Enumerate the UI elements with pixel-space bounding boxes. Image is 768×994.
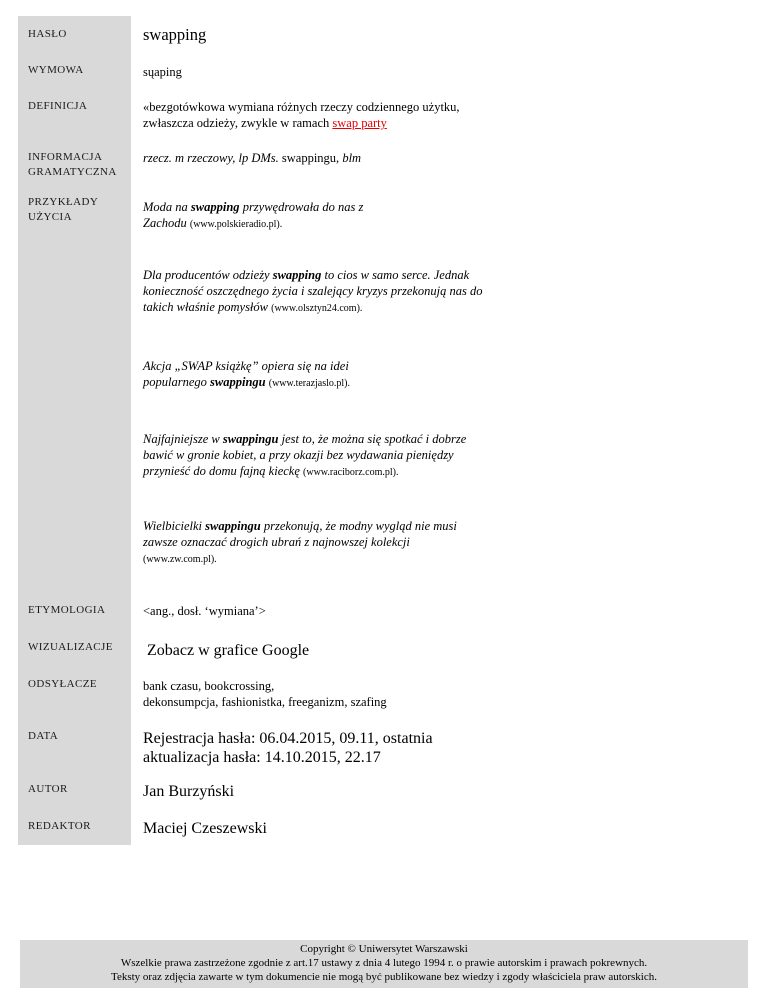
example-4	[143, 431, 488, 481]
label-przyklady: PRZYKŁADY	[28, 196, 99, 208]
definition-text: «bezgotówkowa wymiana różnych rzeczy codziennego użytku, zwłaszcza odzieży, zwykle w ramach	[143, 100, 460, 130]
label-definicja: DEFINICJA	[28, 100, 88, 112]
etymology: <ang., dosł. ‘wymiana’>	[143, 604, 266, 618]
cross-references	[143, 678, 543, 710]
grammar-info-part3: blm	[342, 151, 362, 165]
editor: Maciej Czeszewski	[143, 820, 267, 837]
example-1	[143, 199, 383, 233]
example-4-text-a: Najfajniejsze w	[143, 432, 223, 446]
label-data: DATA	[28, 730, 59, 742]
label-odsylacze: ODSYŁACZE	[28, 678, 97, 690]
label-informacja: INFORMACJA	[28, 151, 103, 163]
label-redaktor: REDAKTOR	[28, 820, 91, 832]
google-images-link[interactable]: Zobacz w grafice Google	[147, 642, 310, 659]
example-5-source: (www.zw.com.pl).	[143, 554, 217, 565]
example-2-source: (www.olsztyn24.com).	[271, 303, 363, 314]
example-4-source: (www.raciborz.com.pl).	[303, 467, 399, 478]
label-gramatyczna: GRAMATYCZNA	[28, 166, 117, 178]
example-5-text-a: Wielbicielki	[143, 519, 206, 533]
label-informacja-gramatyczna	[28, 150, 117, 180]
label-przyklady-uzycia	[28, 195, 98, 225]
example-3-source: (www.terazjaslo.pl).	[268, 378, 350, 389]
example-1-text-a: Moda na	[143, 200, 191, 214]
grammar-info	[143, 150, 543, 166]
label-wizualizacje: WIZUALIZACJE	[28, 641, 113, 653]
cross-references-line2: dekonsumpcja, fashionistka, freeganizm, szafing	[143, 695, 387, 709]
footer-line3: Teksty oraz zdjęcia zawarte w tym dokumencie nie mogą być publikowane bez wiedzy i zgody właściciela praw autorskich.	[111, 971, 657, 983]
author: Jan Burzyński	[143, 783, 235, 800]
cross-references-line1: bank czasu, bookcrossing,	[143, 679, 275, 693]
example-5	[143, 518, 463, 568]
swap-party-link[interactable]: swap party	[332, 116, 387, 130]
label-uzycia: UŻYCIA	[28, 211, 72, 223]
dates-line2: aktualizacja hasła: 14.10.2015, 22.17	[143, 749, 381, 766]
dates-line1: Rejestracja hasła: 06.04.2015, 09.11, ostatnia	[143, 730, 433, 747]
label-column	[18, 16, 131, 845]
example-2-text-c: to cios w samo serce. Jednak konieczność oszczędnego życia i szalejący kryzys przekonują nas do takich właśnie pomysłów	[143, 268, 483, 314]
footer-line2: Wszelkie prawa zastrzeżone zgodnie z art.17 ustawy z dnia 4 lutego 1994 r. o prawie autorskim i prawach pokrewnych.	[120, 957, 648, 969]
copyright-footer	[20, 940, 748, 988]
example-2-text-a: Dla producentów odzieży	[143, 268, 273, 282]
example-3-keyword: swappingu	[210, 375, 266, 389]
label-wymowa: WYMOWA	[28, 64, 84, 76]
example-5-text-c: przekonują, że modny wygląd nie musi zawsze oznaczać drogich ubrań z najnowszej kolekcji	[143, 519, 457, 549]
pronunciation: sųaping	[143, 65, 182, 79]
headword: swapping	[143, 25, 207, 44]
example-1-source: (www.polskieradio.pl).	[189, 219, 283, 230]
example-3	[143, 358, 398, 392]
example-5-keyword: swappingu	[205, 519, 261, 533]
dates	[143, 729, 563, 767]
label-etymologia: ETYMOLOGIA	[28, 604, 106, 616]
label-autor: AUTOR	[28, 783, 68, 795]
example-2-keyword: swapping	[272, 268, 322, 282]
example-1-text-c: przywędrowała do nas z Zachodu	[143, 200, 364, 230]
example-4-keyword: swappingu	[222, 432, 279, 446]
grammar-info-part2: swappingu,	[278, 151, 343, 165]
label-haslo: HASŁO	[28, 28, 67, 40]
definition	[143, 99, 483, 131]
example-1-keyword: swapping	[190, 200, 240, 214]
footer-line1: Copyright © Uniwersytet Warszawski	[300, 943, 468, 955]
example-4-text-c: jest to, że można się spotkać i dobrze bawić w gronie kobiet, a przy okazji bez wydawania pieniędzy przynieść do domu fajną kieckę	[143, 432, 467, 478]
example-3-text-a: Akcja „SWAP książkę” opiera się na idei popularnego	[143, 359, 349, 389]
example-2	[143, 267, 493, 317]
grammar-info-part1: rzecz. m rzeczowy, lp DMs.	[143, 151, 279, 165]
